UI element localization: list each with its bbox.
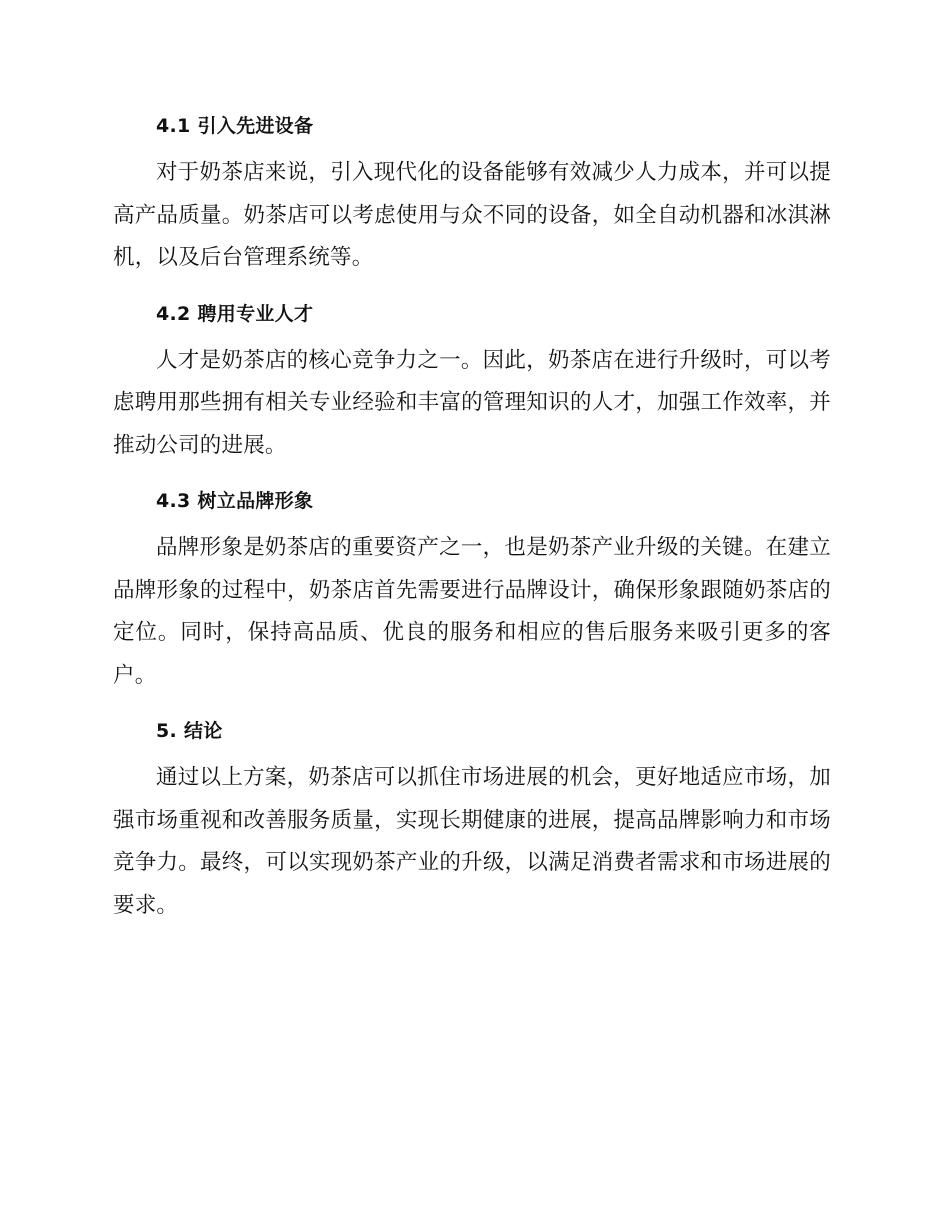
- section-brand: [113, 485, 831, 697]
- section-heading: 4.3 树立品牌形象: [156, 490, 314, 512]
- section-paragraph: 人才是奶茶店的核心竞争力之一。因此，奶茶店在进行升级时，可以考虑聘用那些拥有相关专业经验和丰富的管理知识的人才，加强工作效率，并推动公司的进展。: [113, 347, 831, 458]
- document-page: [113, 110, 831, 945]
- section-equipment: [113, 110, 831, 280]
- section-heading: 4.2 聘用专业人才: [156, 302, 314, 325]
- section-paragraph: 对于奶茶店来说，引入现代化的设备能够有效减少人力成本，并可以提高产品质量。奶茶店可以考虑使用与众不同的设备，如全自动机器和冰淇淋机，以及后台管理系统等。: [113, 160, 831, 270]
- section-talent: [113, 298, 831, 468]
- section-heading: 5. 结论: [156, 720, 223, 742]
- section-paragraph: 品牌形象是奶茶店的重要资产之一，也是奶茶产业升级的关键。在建立品牌形象的过程中，奶茶店首先需要进行品牌设计，确保形象跟随奶茶店的定位。同时，保持高品质、优良的服务和相应的售后服务来吸引更多的客户。: [113, 535, 831, 688]
- section-heading: 4.1 引入先进设备: [156, 115, 314, 137]
- section-conclusion: [113, 715, 831, 927]
- section-paragraph: 通过以上方案，奶茶店可以抓住市场进展的机会，更好地适应市场，加强市场重视和改善服务质量，实现长期健康的进展，提高品牌影响力和市场竞争力。最终，可以实现奶茶产业的升级，以满足消费者需求和市场进展的要求。: [113, 765, 831, 918]
